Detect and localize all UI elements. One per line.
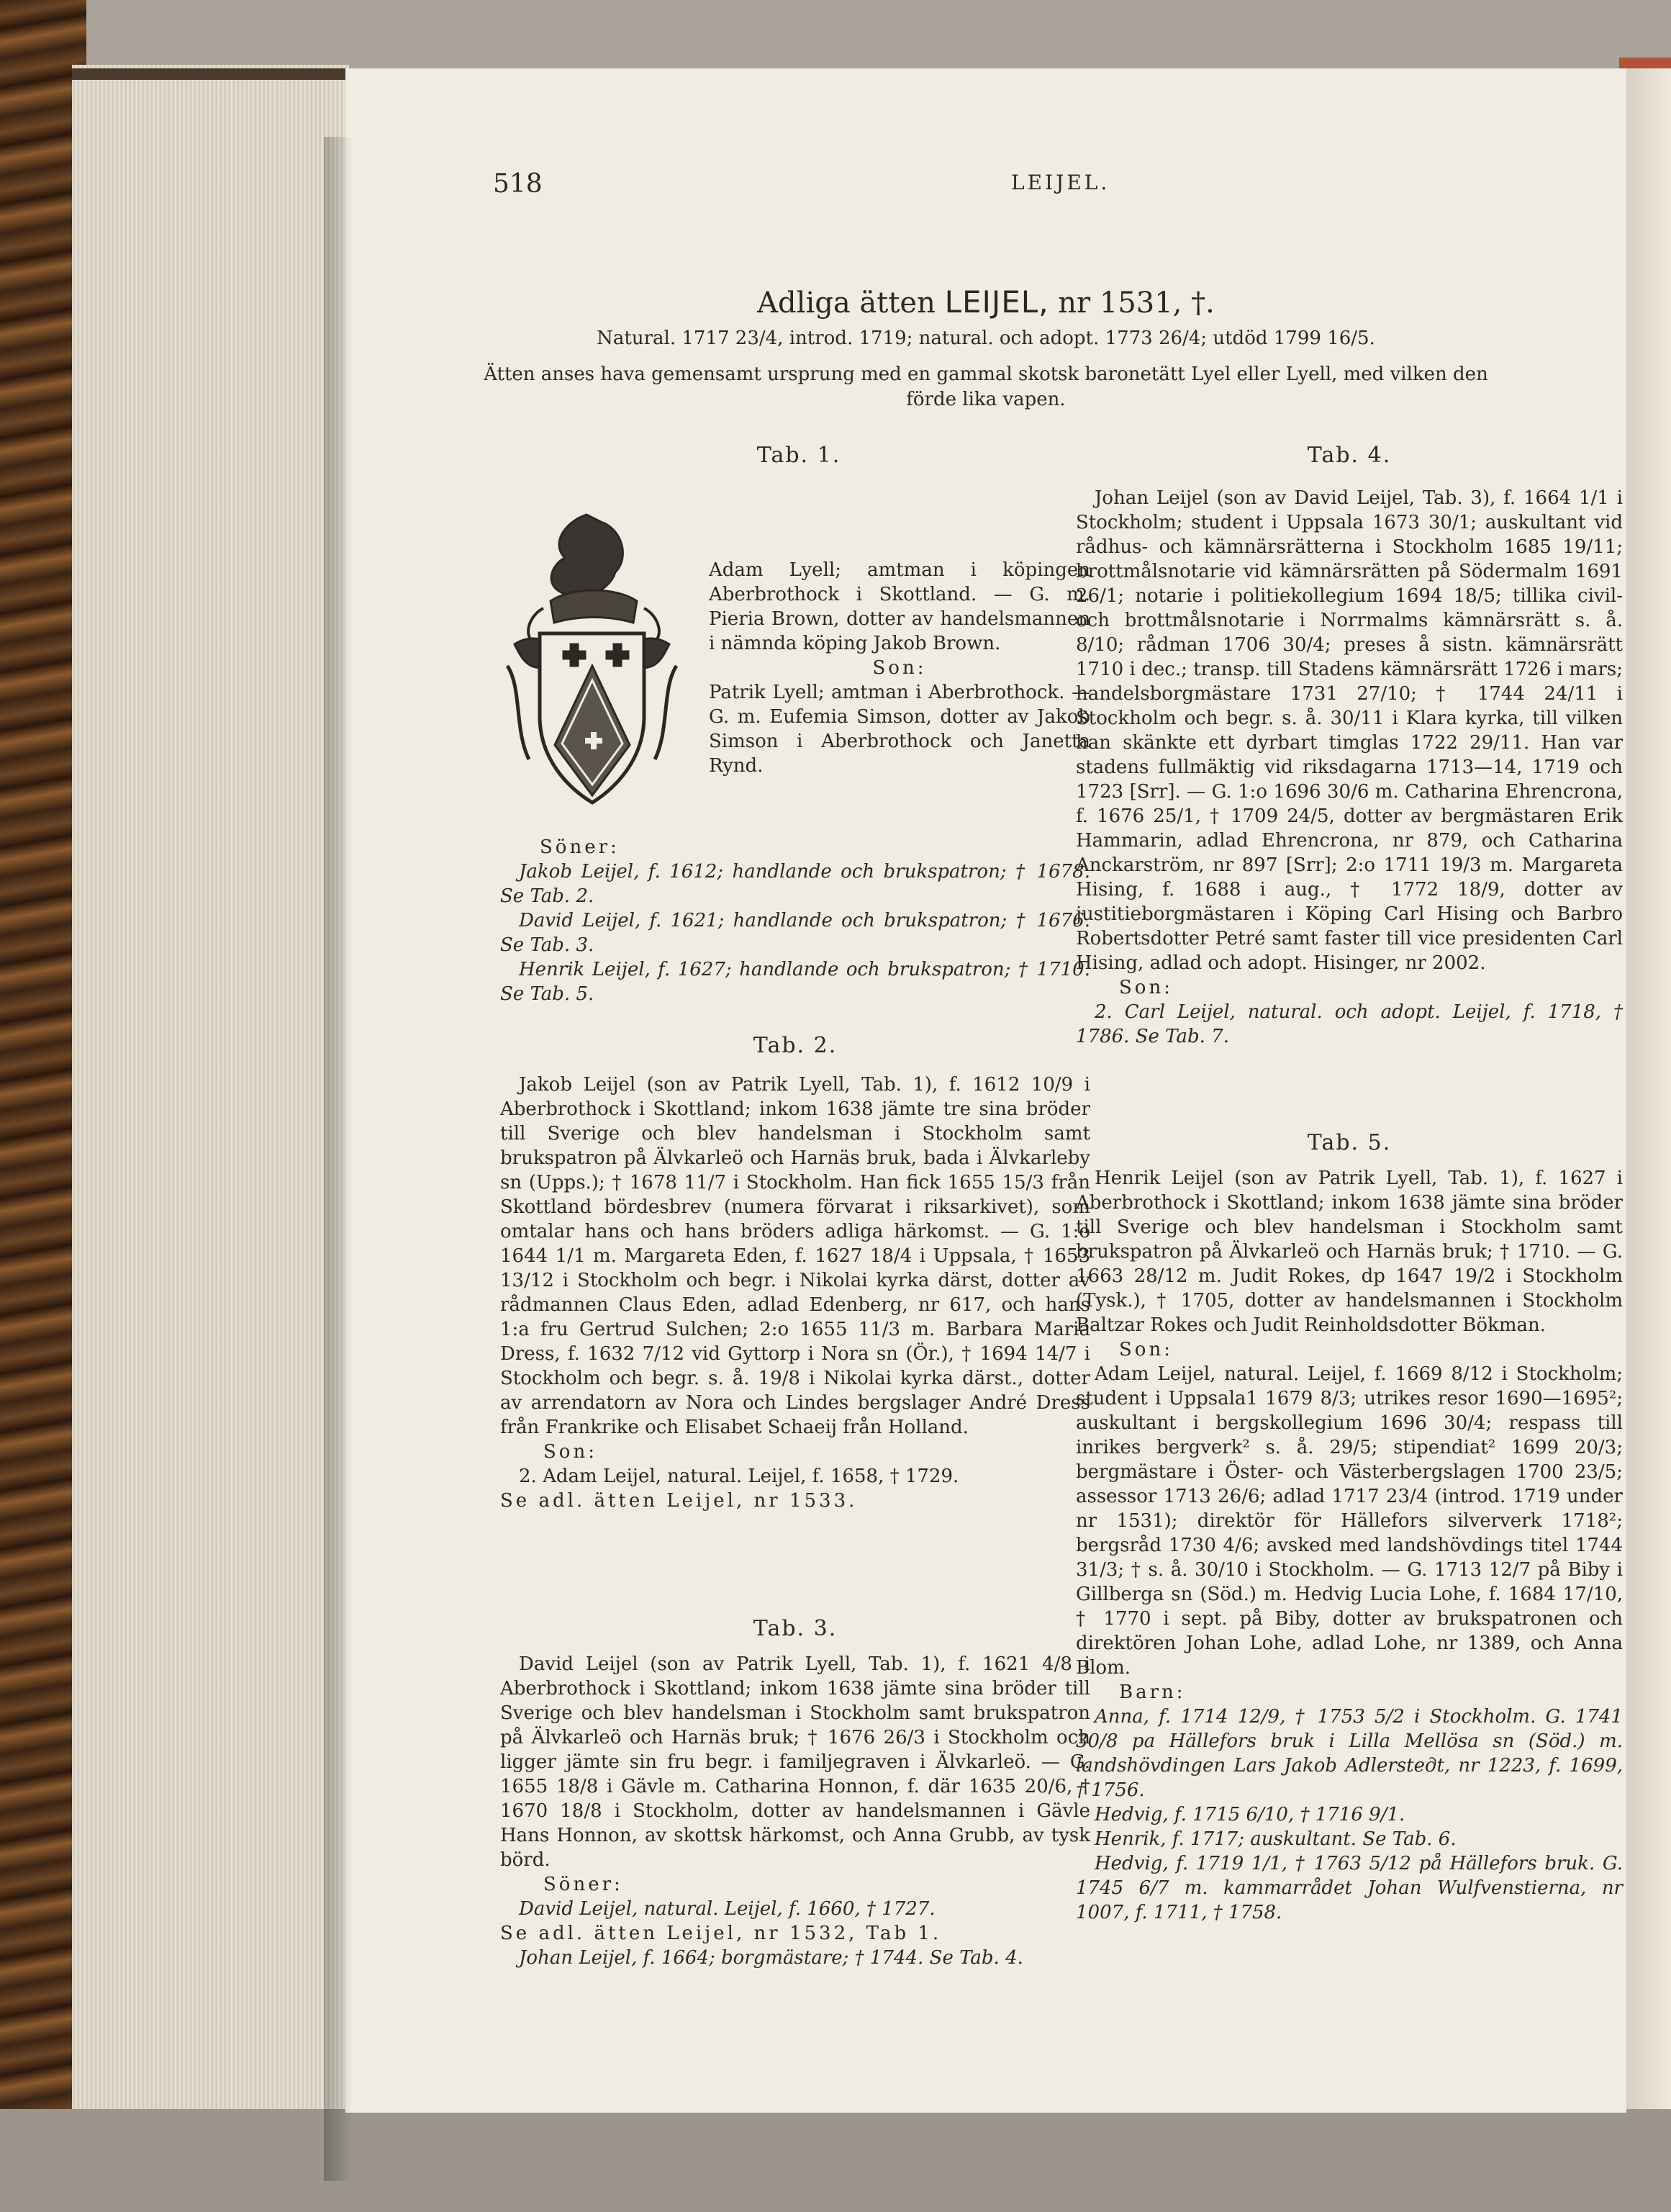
title-suffix: nr 1531, †. bbox=[1058, 286, 1215, 320]
tab1-soner-label: Söner: bbox=[540, 836, 620, 858]
coat-of-arms-icon bbox=[500, 500, 684, 831]
tab4-son-label: Son: bbox=[1119, 977, 1173, 998]
tab2-child: 2. Adam Leijel, natural. Leijel, f. 1658, † 1729. bbox=[519, 1466, 959, 1487]
title-prefix: Adliga ätten bbox=[757, 286, 936, 320]
tab5-son-label: Son: bbox=[1119, 1339, 1173, 1360]
tab4-child: 2. Carl Leijel, natural. och adopt. Leijel, f. 1718, † 1786. Se Tab. 7. bbox=[1076, 1001, 1623, 1047]
tab5-son: Adam Leijel, natural. Leijel, f. 1669 8/12 i Stockholm; student i Uppsala1 1679 8/3; utrikes resor 1690—1695²; auskultant i bergskollegium 1696 30/4; respass till inrikes bergverk² s. å. 29/5; stipendiat² 1699 20/3; bergmästare i Öster- och Västerbergslagen 1700 23/5; assessor 1713 26/6; adlad 1717 23/4 (introd. 1719 under nr 1531); direktör för Hällefors silververk 1718²; bergsråd 1730 4/6; avsked med landshövdings titel 1744 31/3; † s. å. 30/10 i Stockholm. — G. 1713 12/7 på Biby i Gillberga sn (Söd.) m. Hedvig Lucia Lohe, f. 1684 17/10, † 1770 i sept. på Biby, dotter av brukspatronen och direktören Johan Lohe, adlad Lohe, nr 1389, och Anna Blom. bbox=[1076, 1363, 1623, 1679]
tab5-child1: Anna, f. 1714 12/9, † 1753 5/2 i Stockholm. G. 1741 30/8 pa Hällefors bruk i Lilla Mellösa sn (Söd.) m. landshövdingen Lars Jakob Adlersteдt, nr 1223, f. 1699, † 1756. bbox=[1076, 1706, 1623, 1801]
tab1-son-label: Son: bbox=[872, 657, 927, 679]
gutter-shadow bbox=[324, 137, 353, 2181]
tab3-entry bbox=[500, 1652, 1090, 1970]
tab4-body: Johan Leijel (son av David Leijel, Tab. 3), f. 1664 1/1 i Stockholm; student i Uppsala 1673 30/1; auskultant vid rådhus- och kämnärsrätterna i Stockholm 1685 19/11; brottmålsnotarie vid kämnärsrätten på Södermalm 1691 26/1; notarie i politiekollegium 1694 18/5; tillika civil- och brottmålsnotarie i Norrmalms kämnärsrätt s. å. 8/10; rådman 1706 30/4; preses å sistn. kämnärsrätt 1710 i dec.; transp. till Stadens kämnärsrätt 1726 i mars; handelsborgmästare 1731 27/10; † 1744 24/11 i Stockholm och begr. s. å. 30/11 i Klara kyrka, till vilken han skänkte ett dyrbart timglas 1722 29/11. Han var stadens fullmäktig vid riksdagarna 1713—14, 1719 och 1723 [Srr]. — G. 1:o 1696 30/6 m. Catharina Ehrencrona, f. 1676 25/1, † 1709 24/5, dotter av bergmästaren Erik Hammarin, adlad Ehrencrona, nr 879, och Catharina Anckarström, nr 897 [Srr]; 2:o 1711 19/3 m. Margareta Hising, f. 1688 i aug., † 1772 18/9, dotter av justitieborgmästaren i Köping Carl Hising och Barbro Robertsdotter Petré samt faster till vice presidenten Carl Hising, adlad och adopt. Hisinger, nr 2002. bbox=[1076, 487, 1623, 974]
tab3-see1: Se adl. ätten Leijel, nr 1532, Tab 1. bbox=[500, 1923, 942, 1944]
title-name: LEIJEL, bbox=[944, 284, 1049, 320]
tab1-henrik: Henrik Leijel, f. 1627; handlande och brukspatron; † 1710. Se Tab. 5. bbox=[500, 959, 1090, 1005]
page-stack-top bbox=[72, 68, 349, 80]
page-number: 518 bbox=[493, 169, 543, 199]
tab1-adam: Adam Lyell; amtman i köpingen Aberbrothock i Skottland. — G. m. Pieria Brown, dotter av handelsmannen i nämnda köping Jakob Brown. bbox=[709, 559, 1090, 654]
tab4-entry bbox=[1076, 486, 1623, 1049]
tab4-heading: Tab. 4. bbox=[1307, 443, 1392, 468]
facing-page-edge bbox=[1626, 68, 1671, 2113]
tab2-body: Jakob Leijel (son av Patrik Lyell, Tab. 1), f. 1612 10/9 i Aberbrothock i Skottland; inkom 1638 jämte tre sina bröder till Sverige och blev handelsman i Stockholm samt brukspatron på Älvkarleö och Harnäs bruk, bada i Älvkarleby sn (Upps.); † 1678 11/7 i Stockholm. Han fick 1655 15/3 från Skottland bördesbrev (numera förvarat i riksarkivet), som omtalar hans och hans bröders adliga härkomst. — G. 1:o 1644 1/1 m. Margareta Eden, f. 1627 18/4 i Uppsala, † 1653 13/12 i Stockholm och begr. i Nikolai kyrka därst, dotter av rådmannen Claus Eden, adlad Edenberg, nr 617, och hans 1:a fru Gertrud Sulchen; 2:o 1655 11/3 m. Barbara Maria Dress, f. 1632 7/12 vid Gyttorp i Nora sn (Ör.), † 1694 14/7 i Stockholm och begr. s. å. 19/8 i Nikolai kyrka därst., dotter av arrendatorn av Nora och Lindes bergslager André Dress från Frankrike och Elisabet Schaeij från Holland. bbox=[500, 1074, 1090, 1438]
tab5-child3: Henrik, f. 1717; auskultant. Se Tab. 6. bbox=[1095, 1828, 1457, 1850]
tab3-child1: David Leijel, natural. Leijel, f. 1660, † 1727. bbox=[519, 1898, 936, 1920]
tab2-see: Se adl. ätten Leijel, nr 1533. bbox=[500, 1490, 858, 1512]
tab3-soner-label: Söner: bbox=[543, 1874, 623, 1895]
tab5-child4: Hedvig, f. 1719 1/1, † 1763 5/12 på Hällefors bruk. G. 1745 6/7 m. kammarrådet Johan Wulfvenstierna, nr 1007, f. 1711, † 1758. bbox=[1076, 1853, 1623, 1923]
book-page bbox=[345, 68, 1626, 2113]
background-surface bbox=[0, 2109, 1671, 2212]
tab5-body: Henrik Leijel (son av Patrik Lyell, Tab. 1), f. 1627 i Aberbrothock i Skottland; inkom 1638 jämte sina bröder till Sverige och blev handelsman i Stockholm samt brukspatron på Älvkarleö och Harnäs bruk; † 1710. — G. 1663 28/12 m. Judit Rokes, dp 1647 19/2 i Stockholm (Tysk.), † 1705, dotter av handelsmannen i Stockholm Baltzar Rokes och Judit Reinholdsdotter Bökman. bbox=[1076, 1168, 1623, 1336]
tab1-heading: Tab. 1. bbox=[756, 443, 841, 468]
origin-line-1: Ätten anses hava gemensamt ursprung med en gammal skotsk baronetätt Lyel eller Lyell, med vilken den bbox=[484, 364, 1488, 385]
tab3-child2: Johan Leijel, f. 1664; borgmästare; † 1744. Se Tab. 4. bbox=[519, 1947, 1023, 1969]
tab2-son-label: Son: bbox=[543, 1441, 597, 1463]
running-head: LEIJEL. bbox=[1011, 171, 1110, 194]
origin-line-2: förde lika vapen. bbox=[906, 389, 1066, 410]
tab1-children bbox=[500, 835, 1090, 1006]
page-stack-edges bbox=[72, 65, 349, 2109]
tab2-entry bbox=[500, 1073, 1090, 1513]
tab5-entry bbox=[1076, 1166, 1623, 1925]
tab5-barn-label: Barn: bbox=[1119, 1681, 1186, 1703]
naturalization-line: Natural. 1717 23/4, introd. 1719; natural. och adopt. 1773 26/4; utdöd 1799 16/5. bbox=[597, 328, 1375, 349]
page-title bbox=[345, 284, 1626, 320]
tab3-body: David Leijel (son av Patrik Lyell, Tab. 1), f. 1621 4/8 i Aberbrothock i Skottland; inkom 1638 jämte sina bröder till Sverige och blev handelsman i Stockholm samt brukspatron på Älvkarleö och Harnäs bruk; † 1676 26/3 i Stockholm och ligger jämte sin fru begr. i familjegraven i Älvkarleö. — G. 1655 18/8 i Gävle m. Catharina Honnon, f. där 1635 20/6, † 1670 18/8 i Stockholm, dotter av handelsmannen i Gävle Hans Honnon, av skottsk härkomst, och Anna Grubb, av tysk börd. bbox=[500, 1653, 1090, 1871]
tab5-heading: Tab. 5. bbox=[1307, 1130, 1392, 1155]
tab3-heading: Tab. 3. bbox=[753, 1616, 838, 1641]
tab2-heading: Tab. 2. bbox=[753, 1033, 838, 1058]
tab1-jakob: Jakob Leijel, f. 1612; handlande och brukspatron; † 1678. Se Tab. 2. bbox=[500, 861, 1090, 907]
tab5-child2: Hedvig, f. 1715 6/10, † 1716 9/1. bbox=[1095, 1804, 1405, 1825]
tab1-adam-entry bbox=[709, 558, 1090, 778]
tab1-david: David Leijel, f. 1621; handlande och brukspatron; † 1676. Se Tab. 3. bbox=[500, 910, 1090, 956]
tab1-patrik: Patrik Lyell; amtman i Aberbrothock. — G. m. Eufemia Simson, dotter av Jakob Simson i Aberbrothock och Janetta Rynd. bbox=[709, 682, 1090, 777]
